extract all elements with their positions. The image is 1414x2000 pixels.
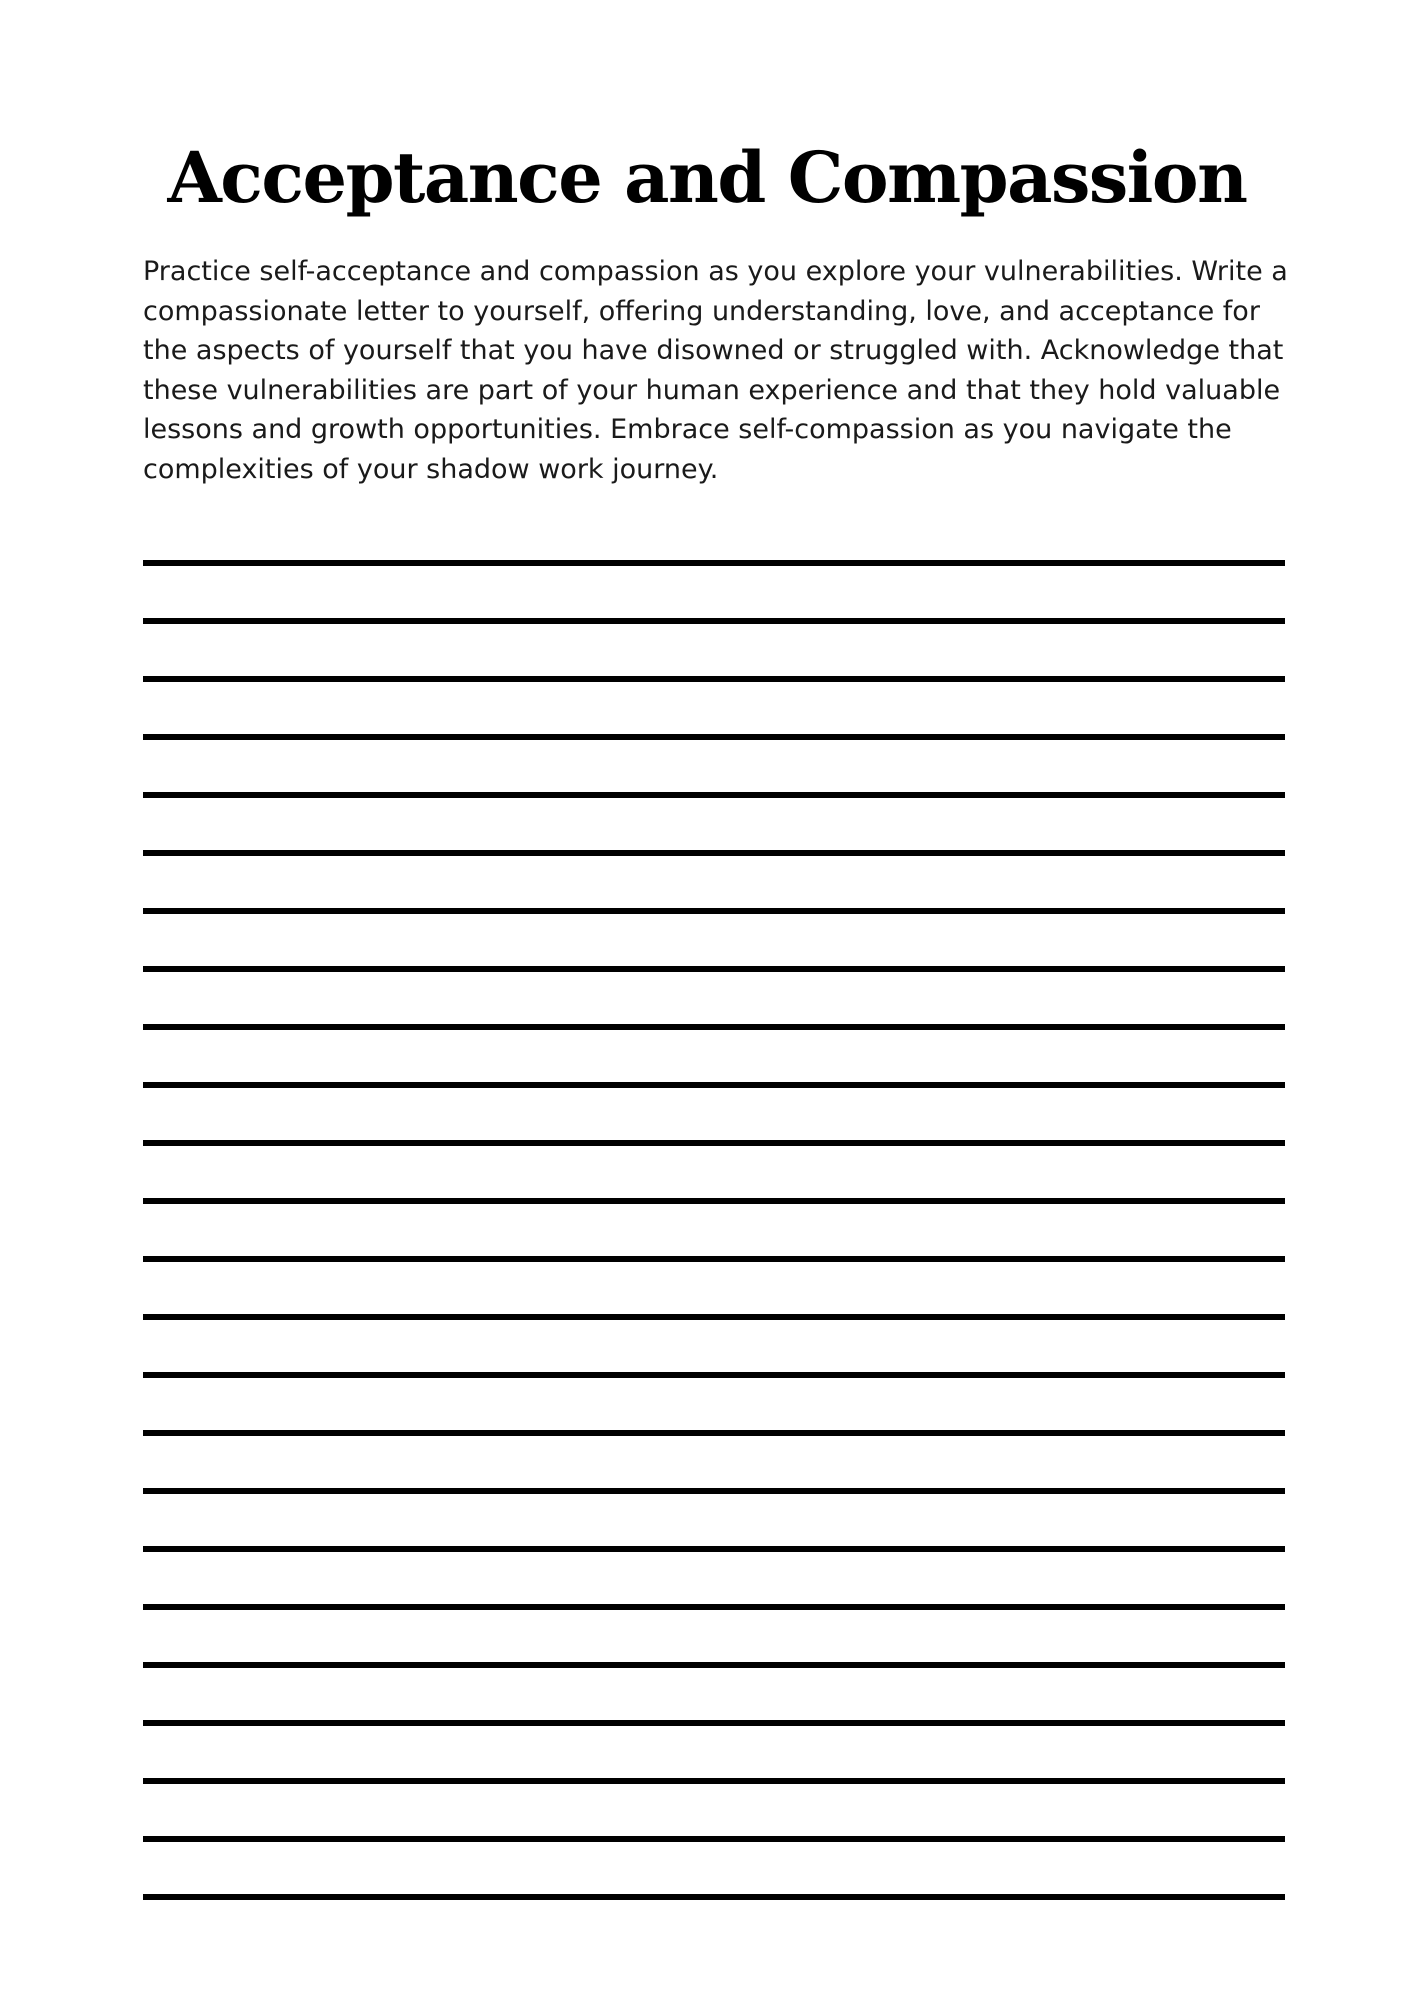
writing-line[interactable] [143, 1662, 1285, 1668]
page-title: Acceptance and Compassion [167, 136, 1247, 219]
writing-line[interactable] [143, 1372, 1285, 1378]
writing-line[interactable] [143, 1024, 1285, 1030]
writing-line[interactable] [143, 908, 1285, 914]
writing-line[interactable] [143, 1604, 1285, 1610]
writing-line[interactable] [143, 1430, 1285, 1436]
writing-line[interactable] [143, 1488, 1285, 1494]
writing-line[interactable] [143, 792, 1285, 798]
writing-line[interactable] [143, 560, 1285, 566]
writing-line[interactable] [143, 1198, 1285, 1204]
writing-line[interactable] [143, 1720, 1285, 1726]
writing-line[interactable] [143, 676, 1285, 682]
writing-line[interactable] [143, 1256, 1285, 1262]
writing-line[interactable] [143, 1314, 1285, 1320]
writing-line[interactable] [143, 734, 1285, 740]
instructions-text: Practice self-acceptance and compassion as you explore your vulnerabilities. Write a compassionate letter to yourself, offering understanding, love, and acceptance for the aspects of yourself that you have disowned or struggled with. Acknowledge that these vulnerabilities are part of your human experience and that they hold valuable lessons and growth opportunities. Embrace self-compassion as you navigate the complexities of your shadow work journey. [143, 256, 1288, 485]
writing-line[interactable] [143, 1546, 1285, 1552]
writing-line[interactable] [143, 1082, 1285, 1088]
writing-line[interactable] [143, 618, 1285, 624]
writing-line[interactable] [143, 1778, 1285, 1784]
writing-line[interactable] [143, 850, 1285, 856]
writing-line[interactable] [143, 1836, 1285, 1842]
writing-line[interactable] [143, 1894, 1285, 1900]
writing-line[interactable] [143, 966, 1285, 972]
writing-line[interactable] [143, 1140, 1285, 1146]
